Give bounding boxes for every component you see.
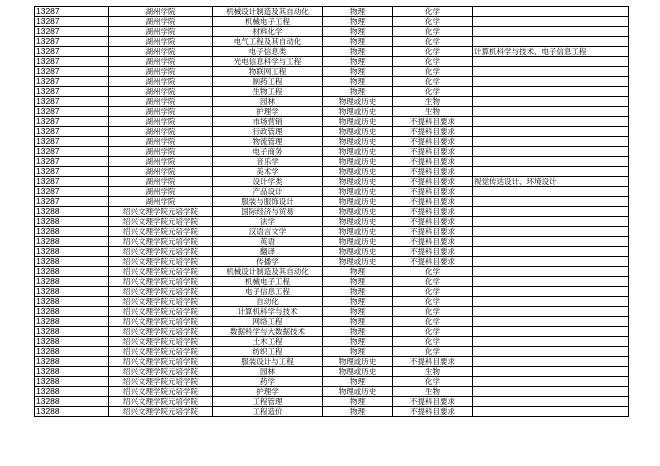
- major-cell: 机械设计制造及其自动化: [213, 267, 323, 277]
- primary-subject-cell: 物理: [323, 327, 393, 337]
- secondary-subject-cell: 不提科目要求: [393, 127, 473, 137]
- table-row: [35, 357, 629, 367]
- primary-subject-cell: 物理: [323, 277, 393, 287]
- school-code-cell: 13287: [35, 7, 109, 17]
- note-cell: [473, 207, 629, 217]
- note-cell: [473, 347, 629, 357]
- note-cell: [473, 317, 629, 327]
- table-row: [35, 107, 629, 117]
- table-row: [35, 407, 629, 417]
- school-name-cell: 湖州学院: [109, 37, 213, 47]
- major-cell: 土木工程: [213, 337, 323, 347]
- school-name-cell: 绍兴文理学院元培学院: [109, 337, 213, 347]
- secondary-subject-cell: 化学: [393, 287, 473, 297]
- school-code-cell: 13287: [35, 107, 109, 117]
- note-cell: [473, 27, 629, 37]
- note-cell: [473, 217, 629, 227]
- school-name-cell: 湖州学院: [109, 107, 213, 117]
- school-name-cell: 绍兴文理学院元培学院: [109, 227, 213, 237]
- school-code-cell: 13287: [35, 197, 109, 207]
- primary-subject-cell: 物理: [323, 377, 393, 387]
- table-row: [35, 217, 629, 227]
- secondary-subject-cell: 不提科目要求: [393, 257, 473, 267]
- major-cell: 服装与服饰设计: [213, 197, 323, 207]
- primary-subject-cell: 物理或历史: [323, 117, 393, 127]
- school-code-cell: 13288: [35, 317, 109, 327]
- note-cell: [473, 297, 629, 307]
- primary-subject-cell: 物理或历史: [323, 357, 393, 367]
- school-name-cell: 绍兴文理学院元培学院: [109, 207, 213, 217]
- primary-subject-cell: 物理: [323, 267, 393, 277]
- note-cell: [473, 247, 629, 257]
- primary-subject-cell: 物理: [323, 407, 393, 417]
- school-name-cell: 绍兴文理学院元培学院: [109, 407, 213, 417]
- note-cell: [473, 367, 629, 377]
- secondary-subject-cell: 化学: [393, 297, 473, 307]
- table-row: [35, 127, 629, 137]
- note-cell: [473, 127, 629, 137]
- major-cell: 法学: [213, 217, 323, 227]
- major-cell: 工程造价: [213, 407, 323, 417]
- table-row: [35, 287, 629, 297]
- table-row: [35, 137, 629, 147]
- school-code-cell: 13288: [35, 267, 109, 277]
- secondary-subject-cell: 化学: [393, 17, 473, 27]
- school-name-cell: 湖州学院: [109, 187, 213, 197]
- note-cell: [473, 67, 629, 77]
- secondary-subject-cell: 化学: [393, 77, 473, 87]
- secondary-subject-cell: 不提科目要求: [393, 247, 473, 257]
- note-cell: [473, 37, 629, 47]
- table-row: [35, 237, 629, 247]
- school-name-cell: 湖州学院: [109, 167, 213, 177]
- major-cell: 计算机科学与技术: [213, 307, 323, 317]
- primary-subject-cell: 物理: [323, 337, 393, 347]
- note-cell: [473, 377, 629, 387]
- primary-subject-cell: 物理或历史: [323, 147, 393, 157]
- school-code-cell: 13288: [35, 247, 109, 257]
- table-body: [35, 7, 629, 417]
- major-cell: 电子信息工程: [213, 287, 323, 297]
- table-row: [35, 327, 629, 337]
- secondary-subject-cell: 化学: [393, 7, 473, 17]
- major-cell: 机械电子工程: [213, 17, 323, 27]
- school-code-cell: 13288: [35, 377, 109, 387]
- school-code-cell: 13288: [35, 237, 109, 247]
- table-row: [35, 157, 629, 167]
- note-cell: [473, 327, 629, 337]
- school-name-cell: 绍兴文理学院元培学院: [109, 387, 213, 397]
- school-name-cell: 湖州学院: [109, 177, 213, 187]
- school-name-cell: 湖州学院: [109, 127, 213, 137]
- school-name-cell: 湖州学院: [109, 147, 213, 157]
- note-cell: [473, 257, 629, 267]
- table-row: [35, 177, 629, 187]
- primary-subject-cell: 物理或历史: [323, 127, 393, 137]
- secondary-subject-cell: 不提科目要求: [393, 207, 473, 217]
- note-cell: [473, 77, 629, 87]
- primary-subject-cell: 物理: [323, 307, 393, 317]
- note-cell: [473, 307, 629, 317]
- primary-subject-cell: 物理: [323, 77, 393, 87]
- note-cell: [473, 227, 629, 237]
- table-row: [35, 347, 629, 357]
- major-cell: 设计学类: [213, 177, 323, 187]
- table-row: [35, 227, 629, 237]
- major-cell: 电子商务: [213, 147, 323, 157]
- school-name-cell: 湖州学院: [109, 157, 213, 167]
- table-row: [35, 387, 629, 397]
- primary-subject-cell: 物理或历史: [323, 177, 393, 187]
- table-row: [35, 257, 629, 267]
- note-cell: [473, 157, 629, 167]
- primary-subject-cell: 物理或历史: [323, 237, 393, 247]
- secondary-subject-cell: 不提科目要求: [393, 137, 473, 147]
- note-cell: [473, 267, 629, 277]
- table-row: [35, 197, 629, 207]
- school-name-cell: 湖州学院: [109, 47, 213, 57]
- primary-subject-cell: 物理: [323, 7, 393, 17]
- note-cell: [473, 97, 629, 107]
- table-row: [35, 317, 629, 327]
- primary-subject-cell: 物理: [323, 37, 393, 47]
- major-cell: 物联网工程: [213, 67, 323, 77]
- school-code-cell: 13288: [35, 207, 109, 217]
- note-cell: [473, 167, 629, 177]
- table-row: [35, 97, 629, 107]
- primary-subject-cell: 物理: [323, 317, 393, 327]
- secondary-subject-cell: 不提科目要求: [393, 237, 473, 247]
- school-code-cell: 13287: [35, 17, 109, 27]
- school-name-cell: 湖州学院: [109, 137, 213, 147]
- secondary-subject-cell: 不提科目要求: [393, 227, 473, 237]
- primary-subject-cell: 物理或历史: [323, 207, 393, 217]
- school-code-cell: 13288: [35, 357, 109, 367]
- major-cell: 制药工程: [213, 77, 323, 87]
- table-row: [35, 77, 629, 87]
- note-cell: [473, 197, 629, 207]
- school-code-cell: 13287: [35, 47, 109, 57]
- school-code-cell: 13288: [35, 367, 109, 377]
- primary-subject-cell: 物理或历史: [323, 217, 393, 227]
- secondary-subject-cell: 不提科目要求: [393, 397, 473, 407]
- primary-subject-cell: 物理: [323, 287, 393, 297]
- major-cell: 产品设计: [213, 187, 323, 197]
- school-code-cell: 13288: [35, 387, 109, 397]
- primary-subject-cell: 物理: [323, 87, 393, 97]
- major-cell: 传播学: [213, 257, 323, 267]
- note-cell: [473, 17, 629, 27]
- note-cell: 视觉传达设计、环境设计: [473, 177, 629, 187]
- school-code-cell: 13287: [35, 127, 109, 137]
- school-code-cell: 13288: [35, 347, 109, 357]
- subject-requirements-table: [34, 6, 629, 417]
- table-row: [35, 87, 629, 97]
- primary-subject-cell: 物理: [323, 397, 393, 407]
- secondary-subject-cell: 不提科目要求: [393, 407, 473, 417]
- table-row: [35, 187, 629, 197]
- major-cell: 音乐学: [213, 157, 323, 167]
- major-cell: 翻译: [213, 247, 323, 257]
- school-code-cell: 13287: [35, 77, 109, 87]
- note-cell: [473, 287, 629, 297]
- secondary-subject-cell: 生物: [393, 367, 473, 377]
- school-name-cell: 湖州学院: [109, 87, 213, 97]
- primary-subject-cell: 物理: [323, 67, 393, 77]
- note-cell: [473, 107, 629, 117]
- school-name-cell: 绍兴文理学院元培学院: [109, 247, 213, 257]
- school-code-cell: 13287: [35, 177, 109, 187]
- major-cell: 光电信息科学与工程: [213, 57, 323, 67]
- major-cell: 工程管理: [213, 397, 323, 407]
- table-row: [35, 297, 629, 307]
- secondary-subject-cell: 化学: [393, 307, 473, 317]
- secondary-subject-cell: 化学: [393, 337, 473, 347]
- table-row: [35, 7, 629, 17]
- school-code-cell: 13287: [35, 57, 109, 67]
- primary-subject-cell: 物理: [323, 57, 393, 67]
- school-name-cell: 湖州学院: [109, 7, 213, 17]
- major-cell: 服装设计与工程: [213, 357, 323, 367]
- table-row: [35, 37, 629, 47]
- school-code-cell: 13287: [35, 167, 109, 177]
- school-code-cell: 13288: [35, 327, 109, 337]
- secondary-subject-cell: 化学: [393, 27, 473, 37]
- note-cell: [473, 147, 629, 157]
- note-cell: 计算机科学与技术、电子信息工程: [473, 47, 629, 57]
- primary-subject-cell: 物理或历史: [323, 157, 393, 167]
- primary-subject-cell: 物理或历史: [323, 137, 393, 147]
- school-name-cell: 绍兴文理学院元培学院: [109, 397, 213, 407]
- primary-subject-cell: 物理: [323, 297, 393, 307]
- school-name-cell: 绍兴文理学院元培学院: [109, 317, 213, 327]
- major-cell: 数据科学与大数据技术: [213, 327, 323, 337]
- major-cell: 电气工程及其自动化: [213, 37, 323, 47]
- secondary-subject-cell: 不提科目要求: [393, 357, 473, 367]
- secondary-subject-cell: 化学: [393, 377, 473, 387]
- table-row: [35, 277, 629, 287]
- table-row: [35, 267, 629, 277]
- school-code-cell: 13287: [35, 87, 109, 97]
- secondary-subject-cell: 化学: [393, 67, 473, 77]
- table-row: [35, 367, 629, 377]
- school-name-cell: 湖州学院: [109, 27, 213, 37]
- table-row: [35, 147, 629, 157]
- primary-subject-cell: 物理或历史: [323, 97, 393, 107]
- major-cell: 生物工程: [213, 87, 323, 97]
- secondary-subject-cell: 化学: [393, 37, 473, 47]
- table-row: [35, 207, 629, 217]
- major-cell: 园林: [213, 367, 323, 377]
- school-code-cell: 13287: [35, 27, 109, 37]
- secondary-subject-cell: 不提科目要求: [393, 197, 473, 207]
- school-name-cell: 绍兴文理学院元培学院: [109, 307, 213, 317]
- school-name-cell: 湖州学院: [109, 77, 213, 87]
- table-row: [35, 57, 629, 67]
- primary-subject-cell: 物理或历史: [323, 257, 393, 267]
- secondary-subject-cell: 化学: [393, 277, 473, 287]
- secondary-subject-cell: 生物: [393, 97, 473, 107]
- secondary-subject-cell: 不提科目要求: [393, 157, 473, 167]
- school-name-cell: 绍兴文理学院元培学院: [109, 267, 213, 277]
- major-cell: 市场营销: [213, 117, 323, 127]
- primary-subject-cell: 物理: [323, 17, 393, 27]
- secondary-subject-cell: 生物: [393, 387, 473, 397]
- school-name-cell: 绍兴文理学院元培学院: [109, 367, 213, 377]
- secondary-subject-cell: 不提科目要求: [393, 217, 473, 227]
- note-cell: [473, 357, 629, 367]
- secondary-subject-cell: 化学: [393, 317, 473, 327]
- primary-subject-cell: 物理或历史: [323, 197, 393, 207]
- secondary-subject-cell: 化学: [393, 87, 473, 97]
- table-row: [35, 337, 629, 347]
- secondary-subject-cell: 化学: [393, 267, 473, 277]
- secondary-subject-cell: 不提科目要求: [393, 177, 473, 187]
- table-row: [35, 377, 629, 387]
- note-cell: [473, 337, 629, 347]
- major-cell: 护理学: [213, 387, 323, 397]
- school-name-cell: 绍兴文理学院元培学院: [109, 287, 213, 297]
- school-name-cell: 湖州学院: [109, 197, 213, 207]
- primary-subject-cell: 物理: [323, 347, 393, 357]
- school-name-cell: 绍兴文理学院元培学院: [109, 277, 213, 287]
- school-name-cell: 绍兴文理学院元培学院: [109, 257, 213, 267]
- secondary-subject-cell: 不提科目要求: [393, 117, 473, 127]
- note-cell: [473, 57, 629, 67]
- school-code-cell: 13287: [35, 137, 109, 147]
- table-row: [35, 27, 629, 37]
- primary-subject-cell: 物理或历史: [323, 187, 393, 197]
- school-name-cell: 绍兴文理学院元培学院: [109, 357, 213, 367]
- school-name-cell: 绍兴文理学院元培学院: [109, 297, 213, 307]
- school-name-cell: 绍兴文理学院元培学院: [109, 347, 213, 357]
- table-row: [35, 67, 629, 77]
- school-name-cell: 湖州学院: [109, 17, 213, 27]
- major-cell: 园林: [213, 97, 323, 107]
- major-cell: 汉语言文学: [213, 227, 323, 237]
- school-code-cell: 13288: [35, 257, 109, 267]
- major-cell: 电子信息类: [213, 47, 323, 57]
- school-code-cell: 13288: [35, 307, 109, 317]
- school-name-cell: 湖州学院: [109, 117, 213, 127]
- note-cell: [473, 7, 629, 17]
- primary-subject-cell: 物理或历史: [323, 247, 393, 257]
- school-code-cell: 13287: [35, 37, 109, 47]
- note-cell: [473, 187, 629, 197]
- school-code-cell: 13287: [35, 67, 109, 77]
- school-name-cell: 绍兴文理学院元培学院: [109, 217, 213, 227]
- school-code-cell: 13288: [35, 217, 109, 227]
- note-cell: [473, 117, 629, 127]
- school-code-cell: 13288: [35, 227, 109, 237]
- school-name-cell: 绍兴文理学院元培学院: [109, 237, 213, 247]
- table-row: [35, 247, 629, 257]
- school-code-cell: 13288: [35, 287, 109, 297]
- school-code-cell: 13287: [35, 117, 109, 127]
- primary-subject-cell: 物理或历史: [323, 107, 393, 117]
- note-cell: [473, 237, 629, 247]
- secondary-subject-cell: 化学: [393, 347, 473, 357]
- school-code-cell: 13287: [35, 187, 109, 197]
- major-cell: 美术学: [213, 167, 323, 177]
- secondary-subject-cell: 化学: [393, 327, 473, 337]
- secondary-subject-cell: 生物: [393, 107, 473, 117]
- note-cell: [473, 277, 629, 287]
- major-cell: 物流管理: [213, 137, 323, 147]
- school-code-cell: 13287: [35, 97, 109, 107]
- note-cell: [473, 407, 629, 417]
- school-name-cell: 绍兴文理学院元培学院: [109, 377, 213, 387]
- secondary-subject-cell: 不提科目要求: [393, 187, 473, 197]
- school-code-cell: 13288: [35, 337, 109, 347]
- school-name-cell: 湖州学院: [109, 67, 213, 77]
- secondary-subject-cell: 不提科目要求: [393, 167, 473, 177]
- secondary-subject-cell: 不提科目要求: [393, 147, 473, 157]
- major-cell: 材料化学: [213, 27, 323, 37]
- school-name-cell: 湖州学院: [109, 57, 213, 67]
- school-code-cell: 13287: [35, 147, 109, 157]
- school-code-cell: 13288: [35, 407, 109, 417]
- primary-subject-cell: 物理或历史: [323, 167, 393, 177]
- table-row: [35, 17, 629, 27]
- table-row: [35, 167, 629, 177]
- table-row: [35, 117, 629, 127]
- major-cell: 国际经济与贸易: [213, 207, 323, 217]
- note-cell: [473, 387, 629, 397]
- secondary-subject-cell: 化学: [393, 57, 473, 67]
- table-row: [35, 397, 629, 407]
- major-cell: 自动化: [213, 297, 323, 307]
- major-cell: 网络工程: [213, 317, 323, 327]
- table-row: [35, 307, 629, 317]
- major-cell: 机械电子工程: [213, 277, 323, 287]
- note-cell: [473, 397, 629, 407]
- note-cell: [473, 87, 629, 97]
- school-name-cell: 湖州学院: [109, 97, 213, 107]
- secondary-subject-cell: 化学: [393, 47, 473, 57]
- school-code-cell: 13287: [35, 157, 109, 167]
- primary-subject-cell: 物理或历史: [323, 387, 393, 397]
- major-cell: 护理学: [213, 107, 323, 117]
- major-cell: 药学: [213, 377, 323, 387]
- major-cell: 英语: [213, 237, 323, 247]
- school-code-cell: 13288: [35, 397, 109, 407]
- major-cell: 纺织工程: [213, 347, 323, 357]
- primary-subject-cell: 物理: [323, 47, 393, 57]
- primary-subject-cell: 物理或历史: [323, 227, 393, 237]
- note-cell: [473, 137, 629, 147]
- major-cell: 机械设计制造及其自动化: [213, 7, 323, 17]
- school-code-cell: 13288: [35, 297, 109, 307]
- primary-subject-cell: 物理或历史: [323, 367, 393, 377]
- primary-subject-cell: 物理: [323, 27, 393, 37]
- school-code-cell: 13288: [35, 277, 109, 287]
- table-row: [35, 47, 629, 57]
- major-cell: 行政管理: [213, 127, 323, 137]
- school-name-cell: 绍兴文理学院元培学院: [109, 327, 213, 337]
